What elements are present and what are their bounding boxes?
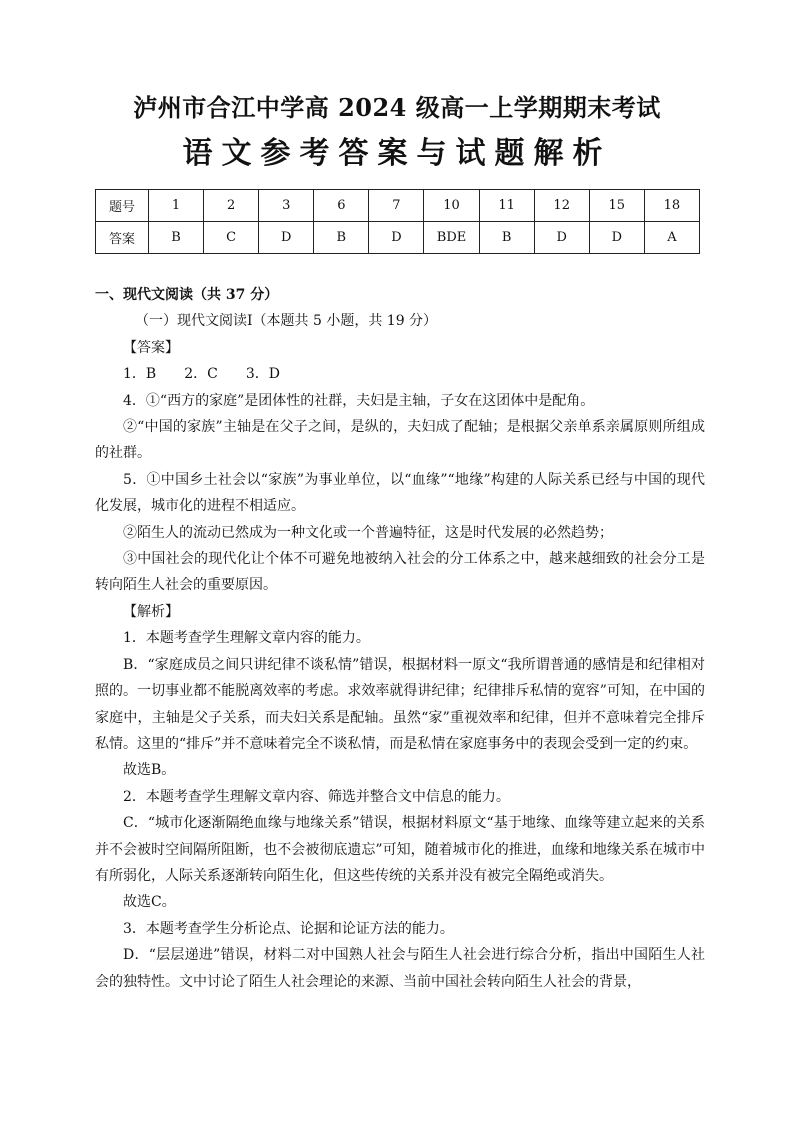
row-label-question: 题号 bbox=[96, 190, 149, 222]
answer-cell: D bbox=[589, 222, 644, 254]
question-number: 10 bbox=[424, 190, 479, 222]
row-label-answer: 答案 bbox=[96, 222, 149, 254]
answer-cell: D bbox=[259, 222, 314, 254]
document-subtitle: 语文参考答案与试题解析 bbox=[182, 136, 612, 171]
answer-5-point-2: ②陌生人的流动已然成为一种文化或一个普遍特征，这是时代发展的必然趋势； bbox=[123, 524, 613, 541]
question-number: 11 bbox=[479, 190, 534, 222]
question-number: 12 bbox=[534, 190, 589, 222]
answer-5-point-3: ③中国社会的现代化让个体不可避免地被纳入社会的分工体系之中，越来越细致的社会分工是转向陌生人社会的重要原因。 bbox=[95, 551, 705, 594]
question-number: 3 bbox=[259, 190, 314, 222]
answer-4-point-2: ②“中国的家族”主轴是在父子之间，是纵的，夫妇成了配轴；是根据父亲单系亲属原则所组成的社群。 bbox=[95, 419, 705, 462]
q1-explanation: B．“家庭成员之间只讲纪律不谈私情”错误，根据材料一原文“我所谓普通的感情是和纪律相对照的。一切事业都不能脱离效率的考虑。求效率就得讲纪律；纪律排斥私情的宽容”可知，在中国的家庭中，主轴是父子关系，而夫妇关系是配轴。虽然“家”重视效率和纪律，但并不意味着完全排斥私情。这里的“排斥”并不意味着完全不谈私情，而是私情在家庭事务中的表现会受到一定的约束。 bbox=[95, 656, 705, 752]
answer-4-point-1: 4．①“西方的家庭”是团体性的社群，夫妇是主轴，子女在这团体中是配角。 bbox=[123, 392, 595, 409]
answer-tag: 【答案】 bbox=[123, 339, 179, 356]
question-number: 15 bbox=[589, 190, 644, 222]
answer-cell: C bbox=[204, 222, 259, 254]
question-number: 18 bbox=[644, 190, 699, 222]
answer-table bbox=[95, 189, 700, 254]
answer-cell: A bbox=[644, 222, 699, 254]
question-number-row bbox=[96, 190, 700, 222]
q1-intro: 1．本题考查学生理解文章内容的能力。 bbox=[123, 630, 370, 647]
q2-choice: 故选C。 bbox=[123, 894, 176, 911]
answer-cell: D bbox=[369, 222, 424, 254]
q2-explanation: C．“城市化逐渐隔绝血缘与地缘关系”错误，根据材料原文“基于地缘、血缘等建立起来的关系并不会被时空间隔所阻断，也不会被彻底遗忘”可知，随着城市化的推进，血缘和地缘关系在城市中有所弱化，人际关系逐渐转向陌生化，但这些传统的关系并没有被完全隔绝或消失。 bbox=[95, 815, 705, 884]
question-number: 2 bbox=[204, 190, 259, 222]
question-number: 1 bbox=[149, 190, 204, 222]
answers-1-3: 1．B 2．C 3．D bbox=[123, 366, 280, 383]
answer-5-point-1: 5．①中国乡土社会以“家族”为事业单位，以“血缘”“地缘”构建的人际关系已经与中国的现代化发展，城市化的进程不相适应。 bbox=[95, 471, 705, 515]
answer-cell: B bbox=[314, 222, 369, 254]
answer-cell: D bbox=[534, 222, 589, 254]
exam-title: 泸州市合江中学高 2024 级高一上学期期末考试 bbox=[133, 93, 661, 122]
q2-intro: 2．本题考查学生理解文章内容、筛选并整合文中信息的能力。 bbox=[123, 788, 510, 805]
q3-intro: 3．本题考查学生分析论点、论据和论证方法的能力。 bbox=[123, 920, 454, 937]
section-heading: 一、现代文阅读（共 37 分） bbox=[95, 287, 279, 303]
document-body bbox=[95, 282, 705, 995]
answer-row bbox=[96, 222, 700, 254]
question-number: 6 bbox=[314, 190, 369, 222]
question-number: 7 bbox=[369, 190, 424, 222]
subsection-heading: （一）现代文阅读Ⅰ（本题共 5 小题，共 19 分） bbox=[135, 313, 438, 330]
analysis-tag: 【解析】 bbox=[123, 603, 179, 620]
q3-explanation: D．“层层递进”错误，材料二对中国熟人社会与陌生人社会进行综合分析，指出中国陌生人社会的独特性。文中讨论了陌生人社会理论的来源、当前中国社会转向陌生人社会的背景， bbox=[95, 947, 705, 990]
answer-cell: B bbox=[479, 222, 534, 254]
answer-cell: BDE bbox=[424, 222, 479, 254]
q1-choice: 故选B。 bbox=[123, 762, 176, 779]
answer-cell: B bbox=[149, 222, 204, 254]
